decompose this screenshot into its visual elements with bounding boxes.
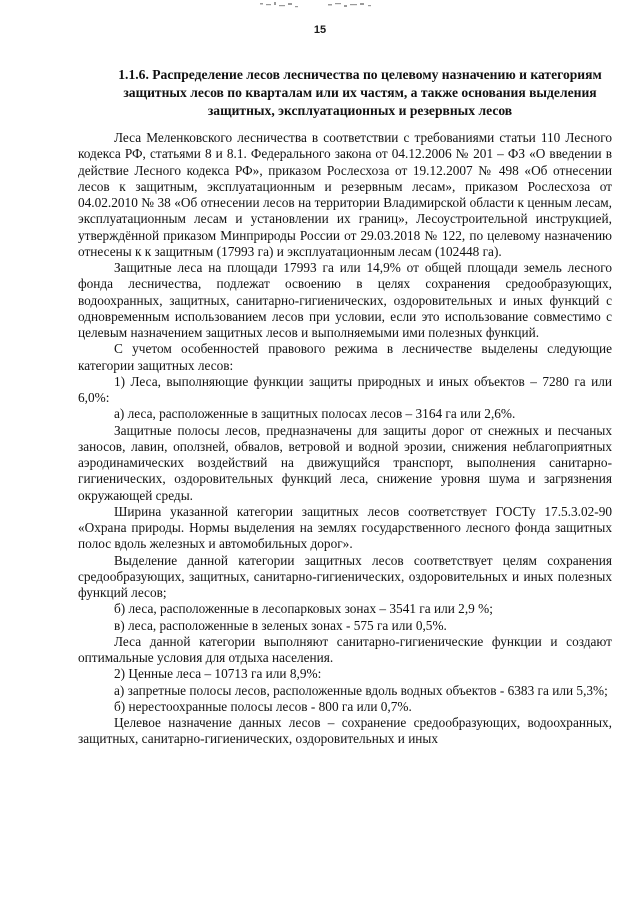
paragraph: Леса Меленковского лесничества в соответствии с требованиями статьи 110 Лесного кодекса РФ, статьями 8 и 8.1. Федерального закона от 04.12.2006 № 201 – ФЗ «О введении в действие Лесного кодекса РФ», приказом Рослесхоза от 19.12.2007 № 498 «Об отнесении лесов к защитным, эксплуатационным и резервным лесам», приказом Рослесхоза от 04.02.2010 № 38 «Об отнесении лесов на территории Владимирской области к ценным лесам, эксплуатационным лесам и установлении их границ», Лесоустроительной инструкцией, утверждённой приказом Минприроды России от 29.03.2018 № 122, по целевому назначению отнесены к к защитным (17993 га) и эксплуатационным лесам (102448 га). [78, 130, 612, 259]
paragraph: Выделение данной категории защитных лесов соответствует целям сохранения средообразующих, защитных, санитарно-гигиенических, оздоровительных и иных полезных функций лесов; [78, 552, 612, 600]
paragraph: б) нерестоохранные полосы лесов - 800 га или 0,7%. [114, 698, 412, 714]
section-heading: 1.1.6. Распределение лесов лесничества по целевому назначению и категориям защитных лесов по кварталам или их частям, а также основания выделения защитных, эксплуатационных и резервных лесов [118, 67, 602, 118]
paragraph: а) леса, расположенные в защитных полосах лесов – 3164 га или 2,6%. [114, 406, 516, 422]
paragraph: б) леса, расположенные в лесопарковых зонах – 3541 га или 2,9 %; [114, 601, 493, 617]
paragraph: Леса данной категории выполняют санитарно-гигиенические функции и создают оптимальные условия для отдыха населения. [78, 633, 612, 665]
document-body [78, 130, 612, 748]
scan-artifact [258, 0, 388, 14]
page-number: 15 [313, 24, 327, 36]
paragraph: а) запретные полосы лесов, расположенные вдоль водных объектов - 6383 га или 5,3%; [114, 682, 608, 698]
paragraph: в) леса, расположенные в зеленых зонах - 575 га или 0,5%. [114, 617, 447, 633]
paragraph: С учетом особенностей правового режима в лесничестве выделены следующие категории защитных лесов: [78, 341, 612, 373]
paragraph: Защитные полосы лесов, предназначены для защиты дорог от снежных и песчаных заносов, лавин, оползней, обвалов, ветровой и водной эрозии, снижения неблагоприятных аэродинамических воздействий на движущийся транспорт, выполнения санитарно-гигиенических, оздоровительных функций леса, снижение уровня шума и загрязнения окружающей среды. [78, 422, 612, 503]
paragraph: Защитные леса на площади 17993 га или 14,9% от общей площади земель лесного фонда лесничества, подлежат освоению в целях сохранения средообразующих, водоохранных, защитных, санитарно-гигиенических, оздоровительных и иных функций с одновременным использованием лесов при условии, если это использование совместимо с целевым назначением защитных лесов и выполняемыми ими полезных функций. [78, 260, 612, 340]
paragraph: 2) Ценные леса – 10713 га или 8,9%: [114, 666, 322, 682]
paragraph: 1) Леса, выполняющие функции защиты природных и иных объектов – 7280 га или 6,0%: [78, 373, 612, 405]
paragraph: Ширина указанной категории защитных лесов соответствует ГОСТу 17.5.3.02-90 «Охрана природы. Нормы выделения на землях государственного лесного фонда защитных полос вдоль железных и автомобильных дорог». [78, 503, 612, 552]
paragraph: Целевое назначение данных лесов – сохранение средообразующих, водоохранных, защитных, санитарно-гигиенических, оздоровительных и иных [78, 715, 612, 747]
